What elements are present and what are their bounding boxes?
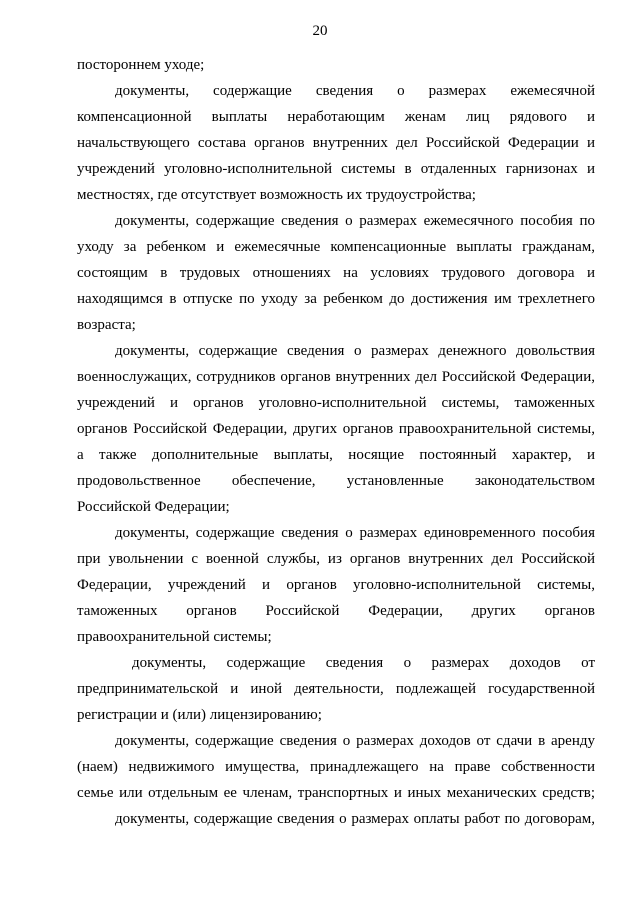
text-line: постороннем уходе; xyxy=(77,57,205,73)
text-line: начальствующего состава органов внутренних дел Российской Федерации и xyxy=(77,135,595,151)
page-number: 20 xyxy=(312,23,328,39)
text-line: уходу за ребенком и ежемесячные компенсационные выплаты гражданам, xyxy=(77,239,595,255)
document-body xyxy=(77,52,595,832)
text-line: компенсационной выплаты неработающим женам лиц рядового и xyxy=(77,109,595,125)
text-line: а также дополнительные выплаты, носящие постоянный характер, и xyxy=(77,447,595,463)
text-line: документы, содержащие сведения о размерах ежемесячной xyxy=(115,83,595,99)
text-line: военнослужащих, сотрудников органов внутренних дел Российской Федерации, xyxy=(77,369,595,385)
text-line: продовольственное обеспечение, установленные законодательством xyxy=(77,473,595,489)
text-line: при увольнении с военной службы, из органов внутренних дел Российской xyxy=(77,551,595,567)
text-line: регистрации и (или) лицензированию; xyxy=(77,707,322,723)
text-line: документы, содержащие сведения о размерах оплаты работ по договорам, xyxy=(115,811,595,827)
text-line: документы, содержащие сведения о размерах доходов от сдачи в аренду xyxy=(115,733,595,749)
text-line: Российской Федерации; xyxy=(77,499,230,515)
text-line: предпринимательской и иной деятельности, подлежащей государственной xyxy=(77,681,595,697)
text-line: правоохранительной системы; xyxy=(77,629,272,645)
text-line: учреждений и органов уголовно-исполнительной системы, таможенных xyxy=(77,395,595,411)
text-line: таможенных органов Российской Федерации, других органов xyxy=(77,603,595,619)
text-line: документы, содержащие сведения о размерах единовременного пособия xyxy=(115,525,595,541)
text-line: учреждений уголовно-исполнительной системы в отдаленных гарнизонах и xyxy=(77,161,595,177)
text-line: семье или отдельным ее членам, транспортных и иных механических средств; xyxy=(77,785,595,801)
text-line: документы, содержащие сведения о размерах денежного довольствия xyxy=(115,343,595,359)
text-line: состоящим в трудовых отношениях на условиях трудового договора и xyxy=(77,265,595,281)
text-line: документы, содержащие сведения о размерах доходов от xyxy=(132,655,595,671)
text-line: Федерации, учреждений и органов уголовно-исполнительной системы, xyxy=(77,577,595,593)
text-line: (наем) недвижимого имущества, принадлежащего на праве собственности xyxy=(77,759,595,775)
text-line: возраста; xyxy=(77,317,136,333)
text-line: документы, содержащие сведения о размерах ежемесячного пособия по xyxy=(115,213,595,229)
text-line: органов Российской Федерации, других органов правоохранительной системы, xyxy=(77,421,595,437)
text-line: находящимся в отпуске по уходу за ребенком до достижения им трехлетнего xyxy=(77,291,595,307)
text-line: местностях, где отсутствует возможность их трудоустройства; xyxy=(77,187,476,203)
